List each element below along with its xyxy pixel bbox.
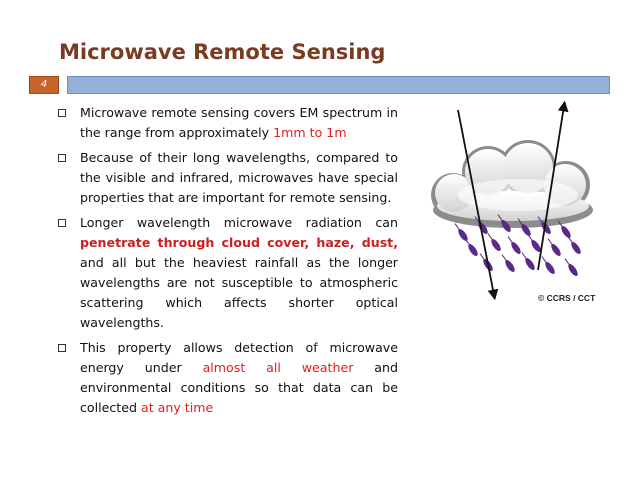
cloud-illustration [418, 100, 608, 310]
rain-drop [546, 237, 563, 258]
bullet-item [58, 338, 398, 418]
square-bullet-icon [58, 344, 66, 352]
bullet-text: Longer wavelength microwave radiation can [80, 215, 398, 230]
bullet-text: and environmental conditions so that data can be collected [80, 360, 398, 415]
cloud-icon [431, 140, 593, 228]
rain-drop [566, 235, 583, 256]
rain-drop [520, 251, 537, 272]
bullet-text: Microwave remote sensing covers EM spectrum in the range from approximately [80, 105, 398, 140]
rain-drop [486, 232, 503, 253]
rain-drop [526, 233, 543, 254]
bullet-text: Because of their long wavelengths, compared to the visible and infrared, microwaves have special properties that are important for remote sensing. [80, 150, 398, 205]
highlight-text: at any time [140, 400, 214, 415]
slide-number: 4 [29, 76, 59, 94]
rain-drop [540, 255, 557, 276]
bullet-item [58, 148, 398, 208]
slide-title: Microwave Remote Sensing [59, 40, 386, 64]
square-bullet-icon [58, 219, 66, 227]
bullet-text: This property allows detection of microwave energy under [80, 340, 398, 375]
bullet-item [58, 213, 398, 333]
highlight-text: almost all weather [202, 360, 354, 375]
rain-drop [563, 257, 580, 278]
cloud-rain-figure [418, 100, 608, 310]
bullet-text: and all but the heaviest rainfall as the longer wavelengths are not susceptible to atmospheric scattering which affects shorter optical wavelengths. [80, 255, 398, 330]
rain-drop [506, 235, 523, 256]
bullet-list [58, 103, 398, 423]
figure-credit: © CCRS / CCT [538, 293, 596, 303]
rain-drop [500, 253, 517, 274]
highlight-text: penetrate through cloud cover, haze, dust, [80, 235, 398, 250]
header-bar [67, 76, 610, 94]
square-bullet-icon [58, 154, 66, 162]
bullet-item [58, 103, 398, 143]
rain-drop [453, 222, 470, 243]
highlight-text: 1mm to 1m [273, 125, 347, 140]
square-bullet-icon [58, 109, 66, 117]
